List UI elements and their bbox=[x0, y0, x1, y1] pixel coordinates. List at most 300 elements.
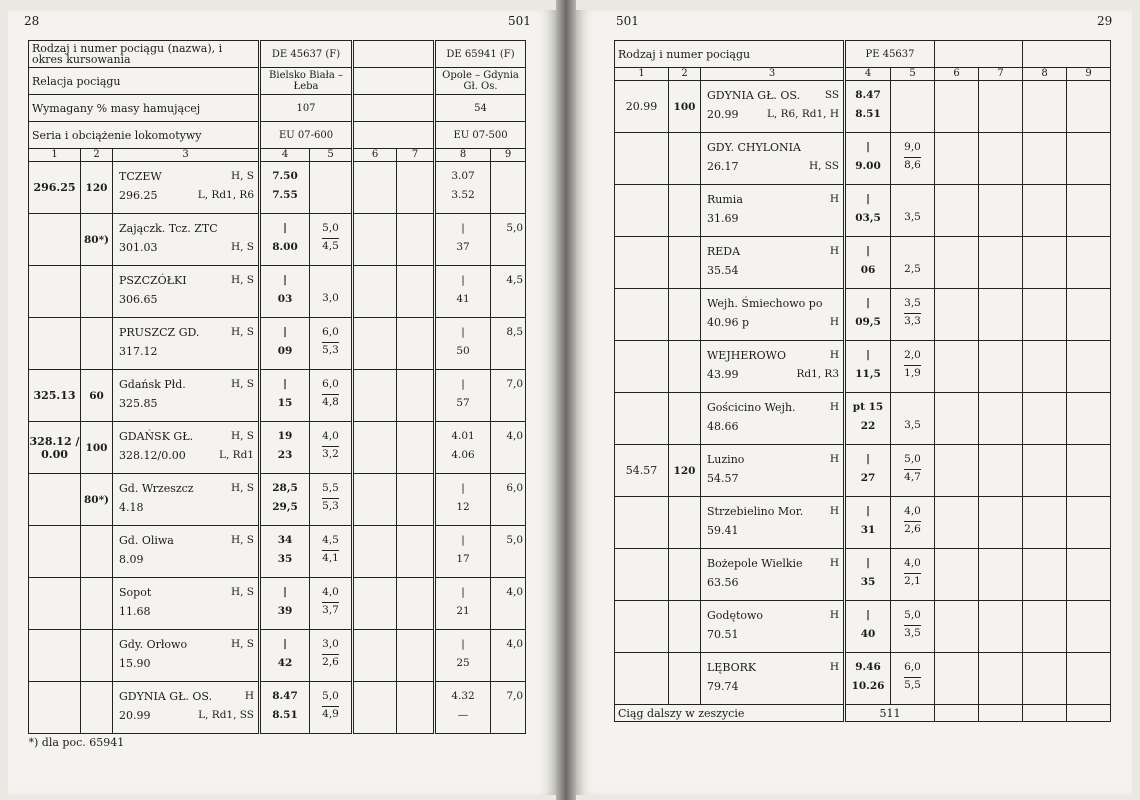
empty-cell bbox=[1023, 185, 1067, 237]
speed-cell bbox=[669, 237, 701, 289]
header-row bbox=[29, 95, 526, 122]
station-name: Gd. Oliwa bbox=[119, 534, 174, 547]
time-box bbox=[436, 266, 490, 317]
runtime-upper: 4,0 bbox=[904, 557, 921, 569]
station-cell bbox=[113, 474, 260, 526]
empty-cell bbox=[935, 653, 979, 705]
station-name: PRUSZCZ GD. bbox=[119, 326, 200, 339]
empty-cell bbox=[1067, 133, 1111, 185]
runtime-box bbox=[491, 318, 525, 369]
km-section-cell bbox=[29, 162, 81, 214]
station-km: 8.09 bbox=[119, 553, 144, 566]
time-box bbox=[436, 214, 490, 265]
time-cell-65941 bbox=[435, 682, 491, 734]
train-cell-65941: EU 07-500 bbox=[435, 122, 526, 149]
empty-cell bbox=[1023, 133, 1067, 185]
runtime-box bbox=[491, 526, 525, 577]
empty-cell bbox=[1067, 705, 1111, 722]
fraction-line bbox=[322, 446, 338, 447]
station-box bbox=[113, 422, 258, 473]
empty-cell bbox=[979, 549, 1023, 601]
speed-cell bbox=[81, 630, 113, 682]
station-box bbox=[701, 497, 843, 548]
empty-cell bbox=[353, 630, 397, 682]
runtime-lower: 5,5 bbox=[904, 679, 921, 691]
empty-cell bbox=[1023, 497, 1067, 549]
empty-cell bbox=[979, 445, 1023, 497]
runtime-lower: 8,6 bbox=[904, 159, 921, 171]
fraction-line bbox=[904, 469, 921, 470]
station-km: 20.99 bbox=[707, 108, 739, 121]
empty-cell bbox=[979, 237, 1023, 289]
station-row bbox=[29, 422, 526, 474]
runtime-box bbox=[891, 497, 934, 548]
station-name: GDY. CHYLONIA bbox=[707, 141, 801, 154]
arrival-time: 3.07 bbox=[451, 170, 475, 182]
runtime-lower: 5,3 bbox=[322, 344, 339, 356]
fraction-line bbox=[322, 498, 338, 499]
departure-time: 8.00 bbox=[272, 241, 298, 253]
empty-cell bbox=[1023, 81, 1067, 133]
speed-value: 120 bbox=[673, 464, 696, 477]
km-section-value: 328.12 / 0.00 bbox=[29, 434, 80, 461]
speed-cell bbox=[81, 526, 113, 578]
runtime-cell-45637 bbox=[310, 214, 353, 266]
empty-cell bbox=[353, 578, 397, 630]
km-section-cell bbox=[615, 445, 669, 497]
header-row bbox=[29, 41, 526, 68]
column-number: 7 bbox=[397, 149, 435, 162]
footnote: *) dla poc. 65941 bbox=[28, 735, 125, 749]
runtime-box bbox=[491, 370, 525, 421]
empty-cell bbox=[1023, 653, 1067, 705]
empty-cell bbox=[979, 497, 1023, 549]
empty-cell bbox=[397, 370, 435, 422]
arrival-time: | bbox=[461, 274, 465, 286]
runtime-lower: 4,1 bbox=[322, 552, 339, 564]
station-cell bbox=[113, 266, 260, 318]
station-km: 54.57 bbox=[707, 472, 739, 485]
station-cell bbox=[701, 81, 845, 133]
departure-time: 50 bbox=[456, 345, 470, 357]
time-cell-45637 bbox=[845, 445, 891, 497]
empty-cell bbox=[979, 393, 1023, 445]
empty-cell bbox=[1023, 341, 1067, 393]
time-cell-45637 bbox=[260, 422, 310, 474]
runtime-upper: 5,5 bbox=[322, 482, 339, 494]
empty-header-cell bbox=[353, 41, 435, 68]
column-number: 4 bbox=[260, 149, 310, 162]
time-box bbox=[261, 526, 309, 577]
departure-time: 23 bbox=[277, 449, 293, 461]
empty-cell bbox=[979, 653, 1023, 705]
time-box bbox=[261, 630, 309, 681]
empty-cell bbox=[353, 162, 397, 214]
time-box bbox=[846, 341, 890, 392]
runtime-cell-45637 bbox=[891, 81, 935, 133]
empty-cell bbox=[397, 682, 435, 734]
station-codes: L, Rd1, R6 bbox=[197, 189, 254, 201]
km-section-value: 325.13 bbox=[33, 389, 76, 402]
arrival-time: | bbox=[866, 245, 870, 257]
time-cell-45637 bbox=[845, 237, 891, 289]
time-box bbox=[436, 162, 490, 213]
time-box bbox=[846, 393, 890, 444]
empty-cell bbox=[1067, 497, 1111, 549]
header-label: Wymagany % masy hamującej bbox=[29, 95, 260, 122]
station-flags: H, S bbox=[230, 482, 254, 494]
runtime-box bbox=[891, 185, 934, 236]
arrival-time: | bbox=[461, 586, 465, 598]
runtime-upper: 2,0 bbox=[904, 349, 921, 361]
column-number: 6 bbox=[935, 68, 979, 81]
station-row bbox=[29, 318, 526, 370]
column-number: 5 bbox=[891, 68, 935, 81]
time-cell-45637 bbox=[260, 370, 310, 422]
runtime-cell-45637 bbox=[891, 549, 935, 601]
time-cell-45637 bbox=[845, 497, 891, 549]
departure-time: 7.55 bbox=[272, 189, 298, 201]
station-row bbox=[615, 133, 1111, 185]
runtime-lower: 3,7 bbox=[322, 604, 339, 616]
runtime-box bbox=[891, 237, 934, 288]
time-cell-45637 bbox=[845, 549, 891, 601]
empty-cell bbox=[935, 549, 979, 601]
runtime-lower: 2,5 bbox=[904, 263, 921, 275]
station-cell bbox=[113, 370, 260, 422]
empty-cell bbox=[1023, 601, 1067, 653]
empty-header-cell bbox=[935, 41, 1023, 68]
runtime-value: 5,0 bbox=[506, 222, 524, 234]
time-box bbox=[261, 682, 309, 733]
time-box bbox=[436, 630, 490, 681]
empty-cell bbox=[1067, 393, 1111, 445]
header-label: Relacja pociągu bbox=[29, 68, 260, 95]
empty-cell bbox=[1023, 549, 1067, 601]
time-box bbox=[261, 266, 309, 317]
train-cell-45637: 107 bbox=[260, 95, 353, 122]
departure-time: 8.51 bbox=[272, 709, 298, 721]
arrival-time: 19 bbox=[277, 430, 293, 442]
speed-cell bbox=[669, 185, 701, 237]
speed-cell bbox=[669, 81, 701, 133]
km-section-cell bbox=[615, 497, 669, 549]
departure-time: 03 bbox=[277, 293, 293, 305]
runtime-upper: 3,5 bbox=[904, 297, 921, 309]
station-name: Strzebielino Mor. bbox=[707, 505, 804, 518]
runtime-upper: 5,0 bbox=[904, 453, 921, 465]
station-flags: H bbox=[829, 505, 840, 517]
arrival-time: | bbox=[866, 557, 870, 569]
arrival-time: | bbox=[461, 326, 465, 338]
station-row bbox=[615, 289, 1111, 341]
departure-time: 41 bbox=[456, 293, 470, 305]
empty-cell bbox=[979, 705, 1023, 722]
column-number: 8 bbox=[435, 149, 491, 162]
speed-cell bbox=[669, 653, 701, 705]
departure-time: 35 bbox=[860, 576, 876, 588]
km-section-cell bbox=[615, 289, 669, 341]
departure-time: 31 bbox=[860, 524, 876, 536]
departure-time: 17 bbox=[456, 553, 470, 565]
station-box bbox=[113, 630, 258, 681]
km-section-cell bbox=[615, 185, 669, 237]
departure-time: 03,5 bbox=[855, 212, 881, 224]
runtime-box bbox=[491, 474, 525, 525]
runtime-cell-45637 bbox=[891, 601, 935, 653]
time-box bbox=[436, 474, 490, 525]
km-section-cell bbox=[29, 318, 81, 370]
runtime-value: 7,0 bbox=[506, 378, 524, 390]
time-box bbox=[846, 133, 890, 184]
fraction-line bbox=[322, 238, 338, 239]
runtime-cell-65941 bbox=[491, 266, 526, 318]
station-row bbox=[615, 601, 1111, 653]
station-box bbox=[701, 549, 843, 600]
station-cell bbox=[113, 682, 260, 734]
runtime-lower: 1,9 bbox=[904, 367, 921, 379]
arrival-time: | bbox=[461, 378, 465, 390]
time-cell-45637 bbox=[260, 214, 310, 266]
train-cell-45637: Bielsko Biała – Łeba bbox=[260, 68, 353, 95]
runtime-box bbox=[310, 630, 351, 681]
empty-cell bbox=[935, 289, 979, 341]
runtime-lower: 3,5 bbox=[904, 419, 921, 431]
runtime-cell-45637 bbox=[310, 526, 353, 578]
runtime-value: 4,0 bbox=[506, 586, 524, 598]
time-box bbox=[261, 370, 309, 421]
empty-header-cell bbox=[353, 68, 435, 95]
runtime-box bbox=[491, 266, 525, 317]
departure-time: 25 bbox=[456, 657, 470, 669]
empty-cell bbox=[1023, 237, 1067, 289]
fraction-line bbox=[322, 394, 338, 395]
train-cell-65941: 54 bbox=[435, 95, 526, 122]
arrival-time: 34 bbox=[277, 534, 293, 546]
station-flags: H, S bbox=[230, 378, 254, 390]
time-cell-45637 bbox=[260, 162, 310, 214]
station-cell bbox=[113, 422, 260, 474]
time-cell-65941 bbox=[435, 578, 491, 630]
runtime-upper: 4,0 bbox=[322, 430, 339, 442]
arrival-time: | bbox=[866, 609, 870, 621]
continuation-row bbox=[615, 705, 1111, 722]
speed-cell bbox=[669, 289, 701, 341]
station-box bbox=[701, 289, 843, 340]
km-section-cell bbox=[615, 81, 669, 133]
fraction-line bbox=[322, 706, 338, 707]
empty-cell bbox=[1067, 601, 1111, 653]
empty-cell bbox=[1067, 653, 1111, 705]
station-box bbox=[113, 526, 258, 577]
time-box bbox=[261, 578, 309, 629]
runtime-lower: 3,0 bbox=[322, 292, 339, 304]
station-km: 79.74 bbox=[707, 680, 739, 693]
runtime-lower: 5,3 bbox=[322, 500, 339, 512]
runtime-value: 5,0 bbox=[506, 534, 524, 546]
runtime-box bbox=[891, 653, 934, 704]
km-section-cell bbox=[29, 474, 81, 526]
column-number: 3 bbox=[701, 68, 845, 81]
station-name: Sopot bbox=[119, 586, 152, 599]
station-row bbox=[29, 214, 526, 266]
runtime-upper: 6,0 bbox=[322, 326, 339, 338]
runtime-upper: 6,0 bbox=[904, 661, 921, 673]
station-cell bbox=[113, 630, 260, 682]
time-box bbox=[261, 162, 309, 213]
empty-cell bbox=[935, 601, 979, 653]
time-cell-45637 bbox=[845, 133, 891, 185]
station-name: WEJHEROWO bbox=[707, 349, 786, 362]
time-box bbox=[846, 185, 890, 236]
km-section-cell bbox=[615, 393, 669, 445]
station-km: 59.41 bbox=[707, 524, 739, 537]
empty-cell bbox=[1067, 341, 1111, 393]
runtime-cell-65941 bbox=[491, 682, 526, 734]
time-cell-65941 bbox=[435, 318, 491, 370]
time-cell-45637 bbox=[260, 630, 310, 682]
arrival-time: | bbox=[283, 326, 287, 338]
speed-value: 120 bbox=[85, 181, 108, 194]
runtime-box bbox=[891, 341, 934, 392]
column-number: 6 bbox=[353, 149, 397, 162]
station-box bbox=[113, 318, 258, 369]
station-km: 301.03 bbox=[119, 241, 158, 254]
left-timetable bbox=[28, 40, 526, 750]
time-cell-45637 bbox=[260, 318, 310, 370]
station-name: TCZEW bbox=[119, 170, 162, 183]
runtime-box bbox=[310, 318, 351, 369]
time-box bbox=[846, 497, 890, 548]
station-km: 11.68 bbox=[119, 605, 151, 618]
speed-cell bbox=[81, 682, 113, 734]
runtime-cell-45637 bbox=[310, 370, 353, 422]
runtime-cell-65941 bbox=[491, 162, 526, 214]
empty-cell bbox=[397, 266, 435, 318]
empty-cell bbox=[397, 630, 435, 682]
time-box bbox=[846, 601, 890, 652]
runtime-box bbox=[491, 162, 525, 213]
runtime-lower: 2,6 bbox=[322, 656, 339, 668]
time-box bbox=[436, 682, 490, 733]
station-km: 15.90 bbox=[119, 657, 151, 670]
train-cell-45637: DE 45637 (F) bbox=[260, 41, 353, 68]
runtime-value: 6,0 bbox=[506, 482, 524, 494]
fraction-line bbox=[322, 602, 338, 603]
runtime-lower: 2,6 bbox=[904, 523, 921, 535]
runtime-cell-65941 bbox=[491, 474, 526, 526]
station-flags: H bbox=[829, 557, 840, 569]
station-row bbox=[615, 185, 1111, 237]
column-number: 4 bbox=[845, 68, 891, 81]
station-km: 63.56 bbox=[707, 576, 739, 589]
station-flags: H, S bbox=[230, 274, 254, 286]
empty-cell bbox=[1023, 289, 1067, 341]
arrival-time: | bbox=[866, 349, 870, 361]
station-row bbox=[29, 578, 526, 630]
station-codes: H bbox=[829, 316, 840, 328]
km-section-cell bbox=[29, 682, 81, 734]
station-row bbox=[615, 497, 1111, 549]
runtime-cell-45637 bbox=[310, 162, 353, 214]
speed-cell bbox=[81, 422, 113, 474]
fraction-line bbox=[904, 313, 921, 314]
fraction-line bbox=[904, 365, 921, 366]
header-row bbox=[29, 122, 526, 149]
time-cell-45637 bbox=[845, 393, 891, 445]
km-section-cell bbox=[615, 133, 669, 185]
km-section-value: 54.57 bbox=[625, 464, 658, 477]
station-box bbox=[113, 474, 258, 525]
empty-cell bbox=[353, 474, 397, 526]
runtime-box bbox=[310, 214, 351, 265]
runtime-box bbox=[310, 422, 351, 473]
runtime-lower: 4,5 bbox=[322, 240, 339, 252]
station-flags: H, S bbox=[230, 586, 254, 598]
arrival-time: 9.46 bbox=[855, 661, 881, 673]
time-box bbox=[261, 422, 309, 473]
station-name: LĘBORK bbox=[707, 661, 757, 674]
runtime-upper: 5,0 bbox=[322, 690, 339, 702]
station-km: 35.54 bbox=[707, 264, 739, 277]
station-box bbox=[113, 266, 258, 317]
station-row bbox=[615, 653, 1111, 705]
station-cell bbox=[701, 133, 845, 185]
station-flags: H, S bbox=[230, 170, 254, 182]
station-km: 40.96 p bbox=[707, 316, 750, 329]
column-number: 9 bbox=[491, 149, 526, 162]
departure-time: 9.00 bbox=[855, 160, 881, 172]
arrival-time: | bbox=[461, 534, 465, 546]
departure-time: 4.06 bbox=[451, 449, 475, 461]
time-cell-65941 bbox=[435, 370, 491, 422]
speed-cell bbox=[81, 578, 113, 630]
time-cell-65941 bbox=[435, 630, 491, 682]
departure-time: 42 bbox=[277, 657, 293, 669]
runtime-lower: 3,5 bbox=[904, 211, 921, 223]
station-box bbox=[701, 393, 843, 444]
runtime-cell-45637 bbox=[891, 341, 935, 393]
station-name: REDA bbox=[707, 245, 741, 258]
runtime-box bbox=[891, 393, 934, 444]
km-section-cell bbox=[615, 237, 669, 289]
station-cell bbox=[701, 445, 845, 497]
km-section-cell bbox=[615, 549, 669, 601]
column-number: 8 bbox=[1023, 68, 1067, 81]
runtime-upper: 4,0 bbox=[904, 505, 921, 517]
runtime-box bbox=[891, 601, 934, 652]
fraction-line bbox=[904, 677, 921, 678]
arrival-time: | bbox=[283, 638, 287, 650]
column-number: 9 bbox=[1067, 68, 1111, 81]
right-page-timetable-number: 501 bbox=[616, 14, 639, 28]
runtime-lower: 3,5 bbox=[904, 627, 921, 639]
station-cell bbox=[701, 393, 845, 445]
station-km: 70.51 bbox=[707, 628, 739, 641]
runtime-box bbox=[491, 422, 525, 473]
station-name: GDYNIA GŁ. OS. bbox=[119, 690, 213, 703]
station-row bbox=[615, 81, 1111, 133]
runtime-cell-45637 bbox=[891, 445, 935, 497]
station-km: 48.66 bbox=[707, 420, 739, 433]
runtime-box bbox=[310, 682, 351, 733]
station-flags: H bbox=[829, 193, 840, 205]
left-page-timetable-number: 501 bbox=[508, 14, 531, 28]
empty-cell bbox=[1067, 445, 1111, 497]
arrival-time: | bbox=[866, 297, 870, 309]
station-flags: H, S bbox=[230, 326, 254, 338]
station-row bbox=[29, 162, 526, 214]
